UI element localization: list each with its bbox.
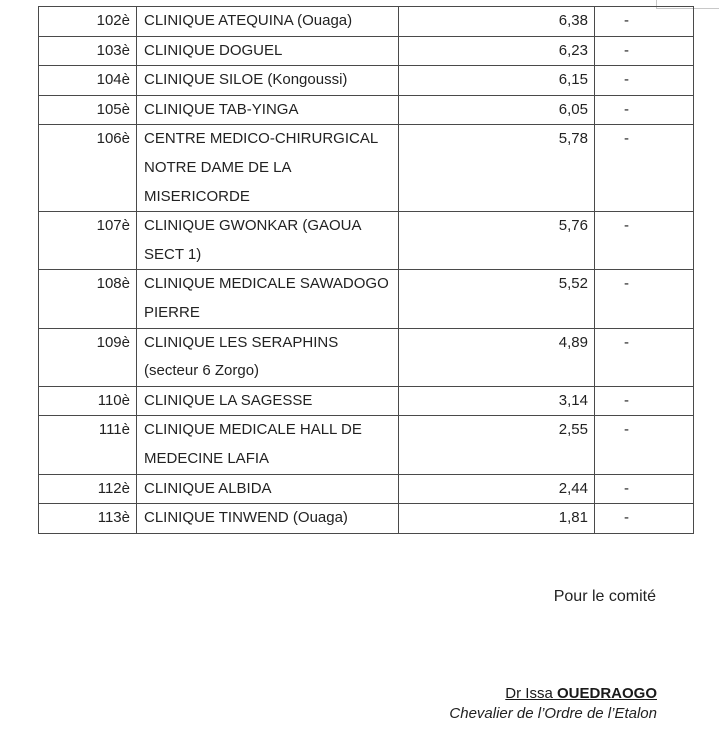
score-cell: 6,23	[399, 36, 595, 66]
extra-cell: -	[595, 212, 694, 270]
signatory-name	[505, 685, 657, 702]
rank-cell: 105è	[39, 95, 137, 125]
rank-cell: 110è	[39, 386, 137, 416]
clinic-name-cell: CENTRE MEDICO-CHIRURGICAL NOTRE DAME DE LA MISERICORDE	[137, 125, 399, 212]
score-cell: 6,15	[399, 66, 595, 96]
extra-cell: -	[595, 386, 694, 416]
extra-cell: -	[595, 36, 694, 66]
extra-cell: -	[595, 416, 694, 474]
ranking-table-body	[39, 7, 694, 534]
clinic-name-cell: CLINIQUE TAB-YINGA	[137, 95, 399, 125]
extra-cell: -	[595, 328, 694, 386]
extra-cell: -	[595, 7, 694, 37]
score-cell: 5,78	[399, 125, 595, 212]
extra-cell: -	[595, 474, 694, 504]
score-cell: 2,44	[399, 474, 595, 504]
ranking-table	[38, 6, 694, 534]
table-row	[39, 212, 694, 270]
clinic-name-cell: CLINIQUE LA SAGESSE	[137, 386, 399, 416]
table-row	[39, 66, 694, 96]
clinic-name-cell: CLINIQUE LES SERAPHINS (secteur 6 Zorgo)	[137, 328, 399, 386]
score-cell: 5,76	[399, 212, 595, 270]
table-row	[39, 36, 694, 66]
table-row	[39, 95, 694, 125]
clinic-name-cell: CLINIQUE TINWEND (Ouaga)	[137, 504, 399, 534]
clinic-name-cell: CLINIQUE MEDICALE HALL DE MEDECINE LAFIA	[137, 416, 399, 474]
signatory-surname: OUEDRAOGO	[556, 685, 657, 702]
rank-cell: 103è	[39, 36, 137, 66]
rank-cell: 113è	[39, 504, 137, 534]
extra-cell: -	[595, 125, 694, 212]
rank-cell: 107è	[39, 212, 137, 270]
extra-cell: -	[595, 95, 694, 125]
clinic-name-cell: CLINIQUE MEDICALE SAWADOGO PIERRE	[137, 270, 399, 328]
table-row	[39, 504, 694, 534]
clinic-name-cell: CLINIQUE DOGUEL	[137, 36, 399, 66]
table-row	[39, 270, 694, 328]
committee-label: Pour le comité	[553, 588, 656, 605]
rank-cell: 111è	[39, 416, 137, 474]
table-row	[39, 328, 694, 386]
rank-cell: 109è	[39, 328, 137, 386]
clinic-name-cell: CLINIQUE GWONKAR (GAOUA SECT 1)	[137, 212, 399, 270]
score-cell: 6,38	[399, 7, 595, 37]
clinic-name-cell: CLINIQUE SILOE (Kongoussi)	[137, 66, 399, 96]
rank-cell: 112è	[39, 474, 137, 504]
table-row	[39, 125, 694, 212]
score-cell: 6,05	[399, 95, 595, 125]
score-cell: 4,89	[399, 328, 595, 386]
rank-cell: 102è	[39, 7, 137, 37]
table-row	[39, 7, 694, 37]
extra-cell: -	[595, 66, 694, 96]
rank-cell: 108è	[39, 270, 137, 328]
extra-cell: -	[595, 504, 694, 534]
score-cell: 3,14	[399, 386, 595, 416]
clinic-name-cell: CLINIQUE ALBIDA	[137, 474, 399, 504]
clinic-name-cell: CLINIQUE ATEQUINA (Ouaga)	[137, 7, 399, 37]
rank-cell: 104è	[39, 66, 137, 96]
rank-cell: 106è	[39, 125, 137, 212]
table-row	[39, 474, 694, 504]
signatory-prefix: Dr Issa	[505, 685, 557, 702]
signatory-title: Chevalier de l’Ordre de l’Etalon	[449, 705, 657, 722]
score-cell: 1,81	[399, 504, 595, 534]
score-cell: 5,52	[399, 270, 595, 328]
table-row	[39, 386, 694, 416]
table-row	[39, 416, 694, 474]
score-cell: 2,55	[399, 416, 595, 474]
extra-cell: -	[595, 270, 694, 328]
